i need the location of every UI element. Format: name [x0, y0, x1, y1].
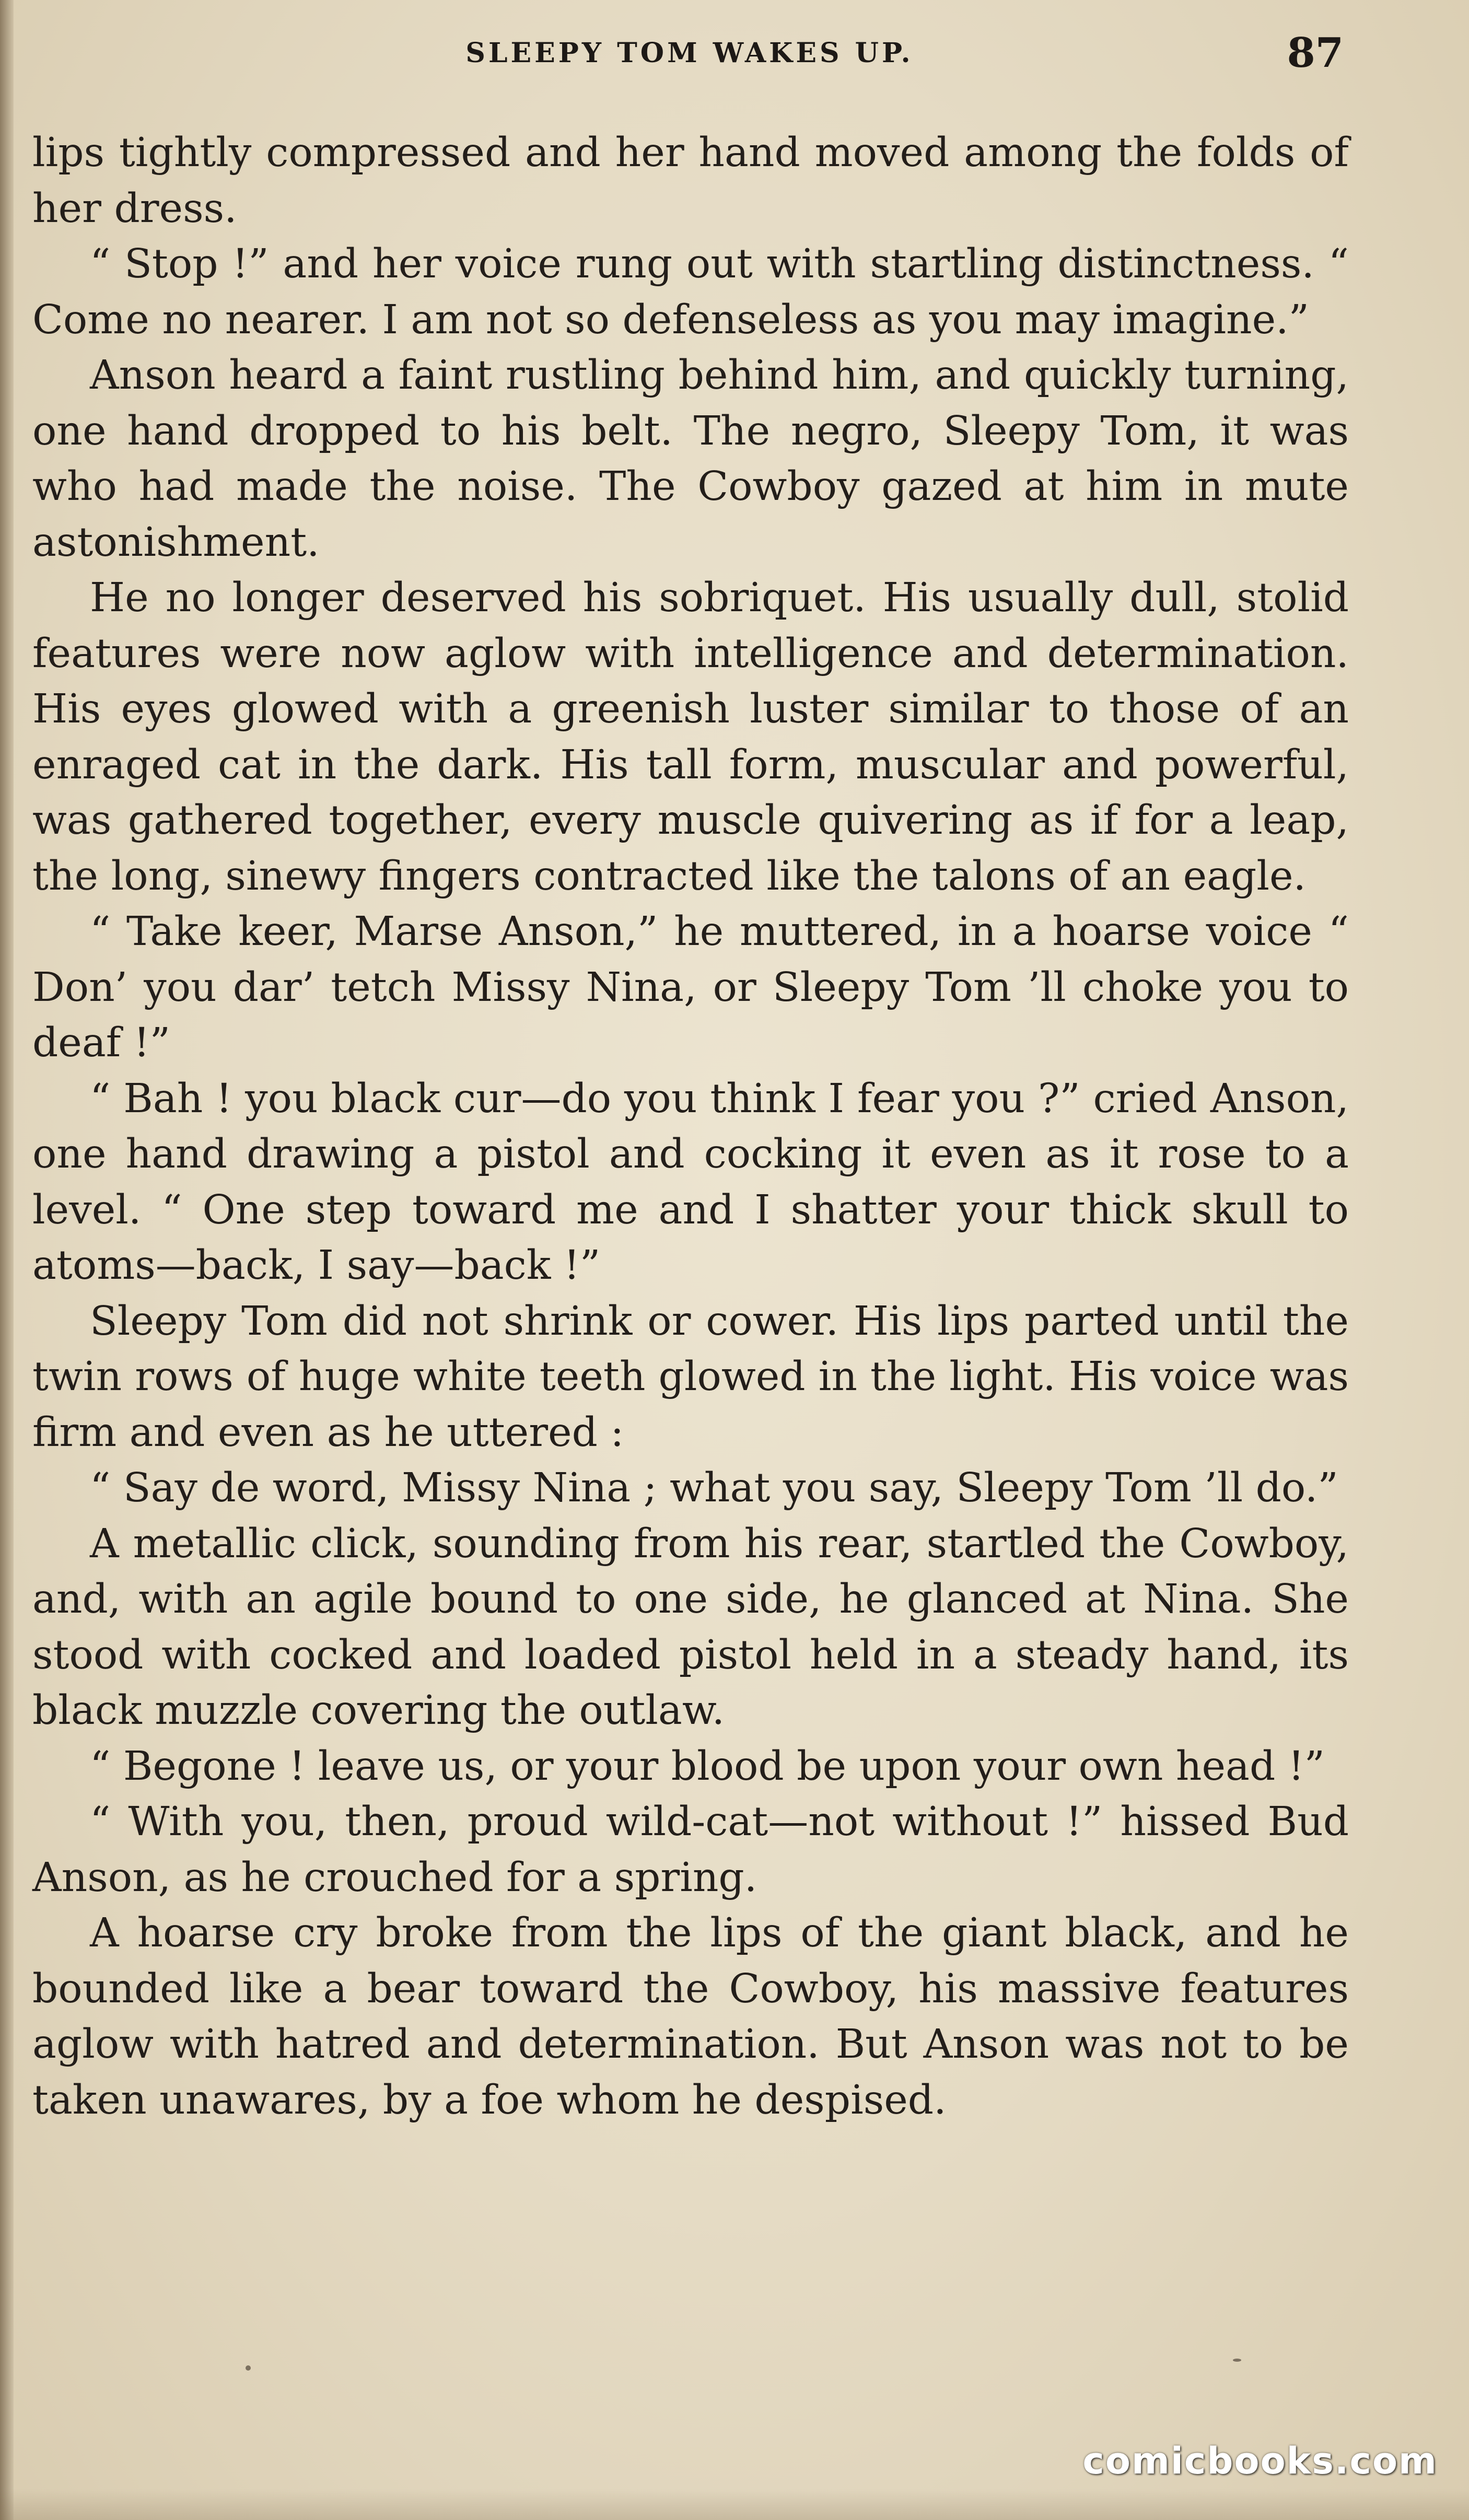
- paragraph: A hoarse cry broke from the lips of the giant black, and he bounded like a bear toward the Cowboy, his massive features aglow with hatred and determination. But Anson was not to be taken unawares, by a foe whom he despised.: [32, 1910, 1349, 2124]
- paragraph: “ Take keer, Marse Anson,” he muttered, in a hoarse voice “ Don’ you dar’ tetch Missy Nina, or Sleepy Tom ’ll choke you to deaf !”: [32, 908, 1349, 1066]
- page-bottom-shading: [0, 2489, 1469, 2520]
- paragraph: He no longer deserved his sobriquet. His usually dull, stolid features were now aglow with intelligence and determination. His eyes glowed with a greenish luster similar to those of an enraged cat in the dark. His tall form, muscular and powerful, was gathered together, every muscle quivering as if for a leap, the long, sinewy fingers contracted like the talons of an eagle.: [32, 575, 1349, 900]
- paragraph: “ With you, then, proud wild-cat—not without !” hissed Bud Anson, as he crouched for a spring.: [32, 1799, 1349, 1901]
- paragraph: “ Say de word, Missy Nina ; what you say, Sleepy Tom ’ll do.”: [90, 1465, 1338, 1511]
- watermark-text: comicbooks.com: [1082, 2440, 1438, 2482]
- paragraph: Anson heard a faint rustling behind him, and quickly turning, one hand dropped to his belt. The negro, Sleepy Tom, it was who had made the noise. The Cowboy gazed at him in mute astonishment.: [32, 352, 1349, 566]
- page-binding-shadow: [0, 0, 14, 2520]
- paragraph: “ Begone ! leave us, or your blood be upon your own head !”: [90, 1743, 1325, 1790]
- paragraph: Sleepy Tom did not shrink or cower. His lips parted until the twin rows of huge white teeth glowed in the light. His voice was firm and even as he uttered :: [32, 1298, 1349, 1456]
- paper-speck: [1233, 2359, 1241, 2362]
- body-text: [32, 125, 1349, 2128]
- paragraph: “ Stop !” and her voice rung out with startling distinctness. “ Come no nearer. I am not so defenseless as you may imagine.”: [32, 241, 1349, 343]
- page-number: 87: [1287, 29, 1344, 77]
- paper-speck: [246, 2365, 251, 2371]
- paragraph: A metallic click, sounding from his rear, startled the Cowboy, and, with an agile bound to one side, he glanced at Nina. She stood with cocked and loaded pistol held in a steady hand, its black muzzle covering the outlaw.: [32, 1520, 1349, 1734]
- paragraph: lips tightly compressed and her hand moved among the folds of her dress.: [32, 130, 1349, 232]
- running-title: SLEEPY TOM WAKES UP.: [465, 37, 914, 69]
- running-header: [0, 27, 1469, 79]
- paragraph: “ Bah ! you black cur—do you think I fear you ?” cried Anson, one hand drawing a pistol and cocking it even as it rose to a level. “ One step toward me and I shatter your thick skull to atoms—back, I say—back !”: [32, 1075, 1349, 1289]
